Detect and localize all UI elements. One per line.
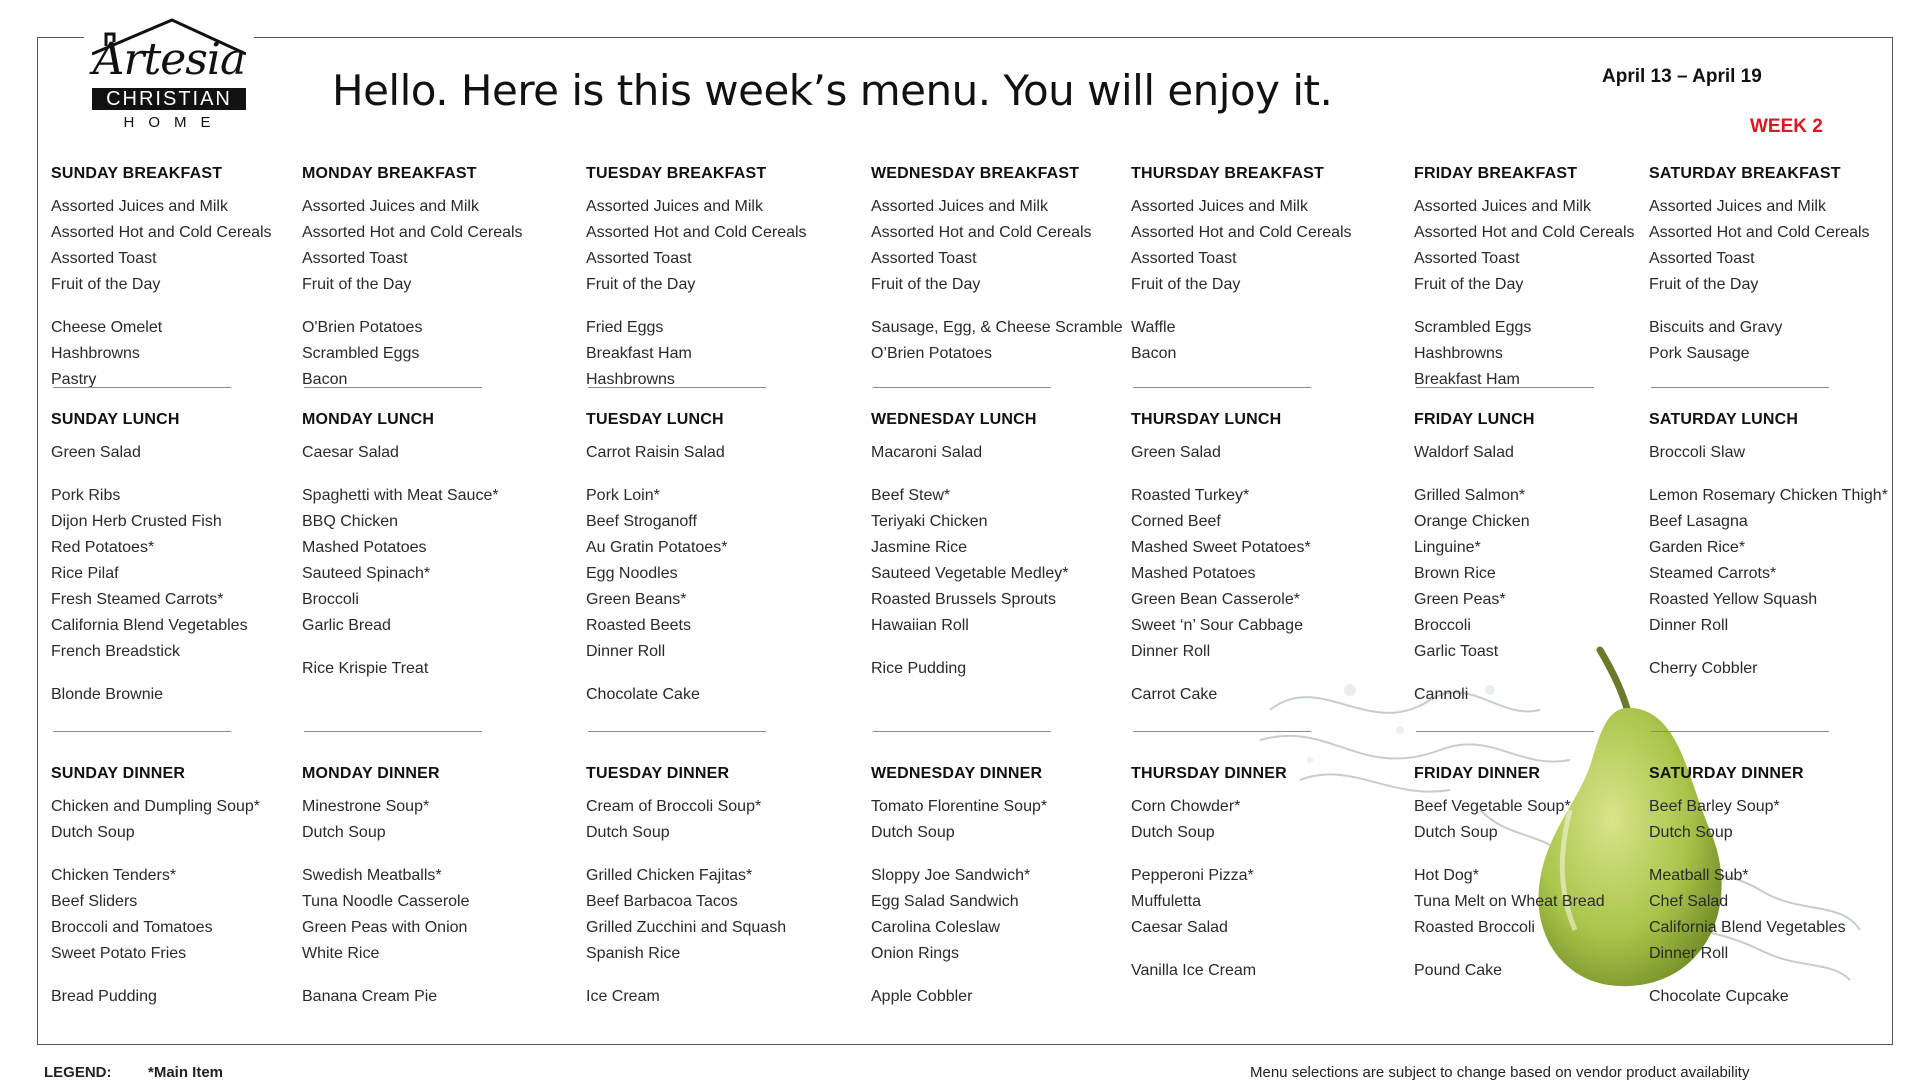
menu-item: Pork Ribs bbox=[51, 487, 121, 504]
menu-item: Garlic Bread bbox=[302, 617, 391, 634]
menu-item: Caesar Salad bbox=[302, 444, 399, 461]
menu-item: Beef Stew* bbox=[871, 487, 951, 504]
menu-item: Fruit of the Day bbox=[871, 276, 981, 293]
menu-item: Garden Rice* bbox=[1649, 539, 1746, 556]
menu-item: Dutch Soup bbox=[1414, 824, 1498, 841]
menu-item: Spanish Rice bbox=[586, 945, 681, 962]
thursday-lunch-section bbox=[1131, 408, 1414, 708]
menu-item: Teriyaki Chicken bbox=[871, 513, 988, 530]
menu-item: Sloppy Joe Sandwich* bbox=[871, 867, 1031, 884]
menu-item: Assorted Toast bbox=[51, 250, 157, 267]
menu-item: Roasted Brussels Sprouts bbox=[871, 591, 1056, 608]
sunday-dinner-section bbox=[51, 762, 301, 1010]
group-spacer bbox=[1131, 665, 1414, 682]
menu-item: Dutch Soup bbox=[586, 824, 670, 841]
menu-item: Hot Dog* bbox=[1414, 867, 1479, 884]
legend-key: *Main Item bbox=[148, 1064, 224, 1081]
meal-title: THURSDAY DINNER bbox=[1131, 765, 1287, 782]
group-spacer bbox=[51, 466, 301, 483]
menu-item: Minestrone Soup* bbox=[302, 798, 430, 815]
wednesday-breakfast-section bbox=[871, 162, 1131, 367]
menu-item: Pork Loin* bbox=[586, 487, 660, 504]
menu-item: Macaroni Salad bbox=[871, 444, 983, 461]
group-spacer bbox=[1414, 941, 1649, 958]
meal-title: MONDAY LUNCH bbox=[302, 411, 435, 428]
menu-item: Broccoli bbox=[1414, 617, 1471, 634]
menu-item: Assorted Toast bbox=[871, 250, 977, 267]
menu-item: Rice Pilaf bbox=[51, 565, 119, 582]
menu-item: Pound Cake bbox=[1414, 962, 1503, 979]
group-spacer bbox=[586, 665, 871, 682]
sunday-breakfast-section bbox=[51, 162, 301, 393]
menu-item: Sweet Potato Fries bbox=[51, 945, 187, 962]
menu-item: Pork Sausage bbox=[1649, 345, 1750, 362]
menu-item: Bacon bbox=[1131, 345, 1177, 362]
menu-item: Assorted Hot and Cold Cereals bbox=[1649, 224, 1870, 241]
menu-item: Green Beans* bbox=[586, 591, 687, 608]
group-spacer bbox=[51, 846, 301, 863]
menu-item: Assorted Juices and Milk bbox=[302, 198, 479, 215]
meal-title: SATURDAY BREAKFAST bbox=[1649, 165, 1841, 182]
menu-item: Dijon Herb Crusted Fish bbox=[51, 513, 222, 530]
section-divider bbox=[304, 731, 482, 732]
legend-label: LEGEND: bbox=[44, 1064, 112, 1081]
menu-item: Jasmine Rice bbox=[871, 539, 968, 556]
menu-item: Beef Sliders bbox=[51, 893, 138, 910]
menu-item: Cannoli bbox=[1414, 686, 1469, 703]
group-spacer bbox=[1414, 846, 1649, 863]
menu-item: Green Peas with Onion bbox=[302, 919, 468, 936]
menu-item: Tuna Melt on Wheat Bread bbox=[1414, 893, 1605, 910]
menu-item: Pepperoni Pizza* bbox=[1131, 867, 1254, 884]
menu-item: Fruit of the Day bbox=[1414, 276, 1524, 293]
menu-item: Pastry bbox=[51, 371, 97, 388]
group-spacer bbox=[1131, 466, 1414, 483]
menu-item: Assorted Juices and Milk bbox=[586, 198, 763, 215]
group-spacer bbox=[1414, 466, 1649, 483]
menu-item: Assorted Toast bbox=[302, 250, 408, 267]
menu-item: Orange Chicken bbox=[1414, 513, 1530, 530]
menu-item: Chocolate Cupcake bbox=[1649, 988, 1789, 1005]
menu-item: Caesar Salad bbox=[1131, 919, 1228, 936]
menu-item: Assorted Hot and Cold Cereals bbox=[1414, 224, 1635, 241]
menu-item: Beef Lasagna bbox=[1649, 513, 1748, 530]
menu-item: Dinner Roll bbox=[1131, 643, 1211, 660]
group-spacer bbox=[1649, 466, 1904, 483]
menu-item: Carrot Raisin Salad bbox=[586, 444, 725, 461]
menu-item: Beef Barley Soup* bbox=[1649, 798, 1780, 815]
menu-item: Tomato Florentine Soup* bbox=[871, 798, 1048, 815]
week-badge: WEEK 2 bbox=[1750, 116, 1823, 137]
menu-item: Egg Salad Sandwich bbox=[871, 893, 1019, 910]
section-divider bbox=[53, 387, 231, 388]
menu-item: Dinner Roll bbox=[1649, 945, 1729, 962]
group-spacer bbox=[1131, 298, 1414, 315]
meal-title: TUESDAY LUNCH bbox=[586, 411, 724, 428]
menu-item: Rice Krispie Treat bbox=[302, 660, 429, 677]
menu-item: Broccoli and Tomatoes bbox=[51, 919, 213, 936]
meal-title: WEDNESDAY BREAKFAST bbox=[871, 165, 1080, 182]
menu-item: Assorted Hot and Cold Cereals bbox=[871, 224, 1092, 241]
menu-item: Assorted Hot and Cold Cereals bbox=[302, 224, 523, 241]
menu-item: Grilled Chicken Fajitas* bbox=[586, 867, 753, 884]
menu-item: Green Bean Casserole* bbox=[1131, 591, 1300, 608]
meal-title: SUNDAY LUNCH bbox=[51, 411, 180, 428]
menu-item: Hashbrowns bbox=[51, 345, 140, 362]
menu-item: Roasted Yellow Squash bbox=[1649, 591, 1818, 608]
menu-item: Breakfast Ham bbox=[1414, 371, 1520, 388]
menu-item: Assorted Toast bbox=[1414, 250, 1520, 267]
group-spacer bbox=[586, 967, 871, 984]
menu-item: Assorted Hot and Cold Cereals bbox=[51, 224, 272, 241]
wednesday-dinner-section bbox=[871, 762, 1131, 1010]
menu-item: Fruit of the Day bbox=[1649, 276, 1759, 293]
menu-item: Green Salad bbox=[1131, 444, 1221, 461]
menu-item: Waldorf Salad bbox=[1414, 444, 1514, 461]
menu-item: Assorted Hot and Cold Cereals bbox=[586, 224, 807, 241]
group-spacer bbox=[302, 298, 586, 315]
menu-item: Assorted Juices and Milk bbox=[1414, 198, 1591, 215]
menu-item: Mashed Potatoes bbox=[302, 539, 427, 556]
menu-item: Scrambled Eggs bbox=[302, 345, 420, 362]
menu-item: Corned Beef bbox=[1131, 513, 1221, 530]
meal-title: FRIDAY BREAKFAST bbox=[1414, 165, 1578, 182]
menu-item: Roasted Broccoli bbox=[1414, 919, 1535, 936]
meal-title: FRIDAY DINNER bbox=[1414, 765, 1541, 782]
menu-item: Hashbrowns bbox=[586, 371, 675, 388]
menu-item: Assorted Juices and Milk bbox=[871, 198, 1048, 215]
group-spacer bbox=[302, 967, 586, 984]
menu-item: Chocolate Cake bbox=[586, 686, 700, 703]
tuesday-dinner-section bbox=[586, 762, 871, 1010]
menu-item: Bacon bbox=[302, 371, 348, 388]
disclaimer-text: Menu selections are subject to change based on vendor product availability bbox=[1250, 1064, 1750, 1081]
menu-item: Meatball Sub* bbox=[1649, 867, 1749, 884]
thursday-breakfast-section bbox=[1131, 162, 1414, 367]
menu-item: Egg Noodles bbox=[586, 565, 678, 582]
monday-breakfast-section bbox=[302, 162, 586, 393]
menu-item: Green Salad bbox=[51, 444, 141, 461]
section-divider bbox=[53, 731, 231, 732]
menu-item: Broccoli Slaw bbox=[1649, 444, 1746, 461]
group-spacer bbox=[871, 298, 1131, 315]
monday-dinner-section bbox=[302, 762, 586, 1010]
meal-title: THURSDAY BREAKFAST bbox=[1131, 165, 1324, 182]
meal-title: MONDAY DINNER bbox=[302, 765, 440, 782]
meal-title: FRIDAY LUNCH bbox=[1414, 411, 1535, 428]
section-divider bbox=[873, 387, 1051, 388]
group-spacer bbox=[1131, 941, 1414, 958]
saturday-dinner-section bbox=[1649, 762, 1904, 1010]
menu-item: Corn Chowder* bbox=[1131, 798, 1241, 815]
menu-item: Vanilla Ice Cream bbox=[1131, 962, 1257, 979]
menu-item: White Rice bbox=[302, 945, 380, 962]
friday-lunch-section bbox=[1414, 408, 1649, 708]
menu-item: Assorted Juices and Milk bbox=[1649, 198, 1826, 215]
group-spacer bbox=[51, 665, 301, 682]
saturday-lunch-section bbox=[1649, 408, 1904, 682]
menu-item: Breakfast Ham bbox=[586, 345, 692, 362]
menu-item: Roasted Beets bbox=[586, 617, 691, 634]
meal-title: SUNDAY BREAKFAST bbox=[51, 165, 223, 182]
group-spacer bbox=[1649, 639, 1904, 656]
menu-item: Carrot Cake bbox=[1131, 686, 1218, 703]
wednesday-lunch-section bbox=[871, 408, 1131, 682]
menu-item: Mashed Potatoes bbox=[1131, 565, 1256, 582]
group-spacer bbox=[51, 967, 301, 984]
section-divider bbox=[873, 731, 1051, 732]
section-divider bbox=[1416, 731, 1594, 732]
group-spacer bbox=[586, 846, 871, 863]
menu-item: Blonde Brownie bbox=[51, 686, 164, 703]
menu-item: Fresh Steamed Carrots* bbox=[51, 591, 224, 608]
group-spacer bbox=[1649, 298, 1904, 315]
logo-band-text: CHRISTIAN bbox=[92, 88, 246, 110]
menu-item: Sauteed Vegetable Medley* bbox=[871, 565, 1069, 582]
group-spacer bbox=[302, 846, 586, 863]
friday-dinner-section bbox=[1414, 762, 1649, 984]
menu-item: Chef Salad bbox=[1649, 893, 1729, 910]
logo-home-text: HOME bbox=[123, 114, 225, 131]
friday-breakfast-section bbox=[1414, 162, 1649, 393]
menu-item: Muffuletta bbox=[1131, 893, 1201, 910]
menu-item: Tuna Noodle Casserole bbox=[302, 893, 470, 910]
menu-item: Hashbrowns bbox=[1414, 345, 1503, 362]
group-spacer bbox=[51, 298, 301, 315]
meal-title: TUESDAY DINNER bbox=[586, 765, 730, 782]
tuesday-lunch-section bbox=[586, 408, 871, 708]
menu-item: Swedish Meatballs* bbox=[302, 867, 442, 884]
menu-item: Fruit of the Day bbox=[586, 276, 696, 293]
menu-item: Steamed Carrots* bbox=[1649, 565, 1777, 582]
menu-item: Dutch Soup bbox=[1649, 824, 1733, 841]
meal-title: TUESDAY BREAKFAST bbox=[586, 165, 767, 182]
saturday-breakfast-section bbox=[1649, 162, 1904, 367]
menu-item: Au Gratin Potatoes* bbox=[586, 539, 728, 556]
menu-item: California Blend Vegetables bbox=[1649, 919, 1846, 936]
menu-item: Ice Cream bbox=[586, 988, 660, 1005]
thursday-dinner-section bbox=[1131, 762, 1414, 984]
menu-item: Brown Rice bbox=[1414, 565, 1496, 582]
menu-item: Dutch Soup bbox=[871, 824, 955, 841]
menu-item: Assorted Hot and Cold Cereals bbox=[1131, 224, 1352, 241]
menu-item: Onion Rings bbox=[871, 945, 960, 962]
meal-title: WEDNESDAY LUNCH bbox=[871, 411, 1037, 428]
section-divider bbox=[588, 387, 766, 388]
group-spacer bbox=[302, 639, 586, 656]
menu-item: Fruit of the Day bbox=[1131, 276, 1241, 293]
section-divider bbox=[1651, 387, 1829, 388]
menu-item: Sauteed Spinach* bbox=[302, 565, 431, 582]
section-divider bbox=[304, 387, 482, 388]
menu-item: Dutch Soup bbox=[302, 824, 386, 841]
menu-item: Rice Pudding bbox=[871, 660, 967, 677]
menu-item: Chicken Tenders* bbox=[51, 867, 177, 884]
menu-item: Waffle bbox=[1131, 319, 1176, 336]
menu-item: Bread Pudding bbox=[51, 988, 157, 1005]
menu-item: Linguine* bbox=[1414, 539, 1481, 556]
menu-item: California Blend Vegetables bbox=[51, 617, 248, 634]
tuesday-breakfast-section bbox=[586, 162, 871, 393]
menu-item: Assorted Juices and Milk bbox=[51, 198, 228, 215]
menu-item: O'Brien Potatoes bbox=[302, 319, 423, 336]
menu-item: Fruit of the Day bbox=[302, 276, 412, 293]
menu-item: Carolina Coleslaw bbox=[871, 919, 1000, 936]
menu-item: Lemon Rosemary Chicken Thigh* bbox=[1649, 487, 1888, 504]
menu-item: Banana Cream Pie bbox=[302, 988, 438, 1005]
menu-item: Fruit of the Day bbox=[51, 276, 161, 293]
menu-item: Hawaiian Roll bbox=[871, 617, 969, 634]
menu-item: Green Peas* bbox=[1414, 591, 1506, 608]
menu-item: Beef Vegetable Soup* bbox=[1414, 798, 1571, 815]
menu-item: Assorted Toast bbox=[586, 250, 692, 267]
group-spacer bbox=[1649, 967, 1904, 984]
menu-item: Dinner Roll bbox=[586, 643, 666, 660]
menu-item: Scrambled Eggs bbox=[1414, 319, 1532, 336]
menu-item: Assorted Juices and Milk bbox=[1131, 198, 1308, 215]
menu-item: Grilled Salmon* bbox=[1414, 487, 1526, 504]
section-divider bbox=[1651, 731, 1829, 732]
menu-item: Biscuits and Gravy bbox=[1649, 319, 1783, 336]
menu-item: Roasted Turkey* bbox=[1131, 487, 1250, 504]
menu-item: Mashed Sweet Potatoes* bbox=[1131, 539, 1311, 556]
menu-item: Dutch Soup bbox=[1131, 824, 1215, 841]
menu-item: Assorted Toast bbox=[1649, 250, 1755, 267]
group-spacer bbox=[1414, 298, 1649, 315]
menu-item: Chicken and Dumpling Soup* bbox=[51, 798, 261, 815]
menu-item: Assorted Toast bbox=[1131, 250, 1237, 267]
menu-item: Grilled Zucchini and Squash bbox=[586, 919, 787, 936]
menu-item: Sweet ‘n’ Sour Cabbage bbox=[1131, 617, 1303, 634]
menu-item: Dinner Roll bbox=[1649, 617, 1729, 634]
group-spacer bbox=[586, 298, 871, 315]
meal-title: WEDNESDAY DINNER bbox=[871, 765, 1043, 782]
menu-item: Apple Cobbler bbox=[871, 988, 973, 1005]
menu-item: Beef Stroganoff bbox=[586, 513, 697, 530]
date-range: April 13 – April 19 bbox=[1602, 66, 1762, 87]
menu-item: French Breadstick bbox=[51, 643, 180, 660]
menu-item: Spaghetti with Meat Sauce* bbox=[302, 487, 499, 504]
group-spacer bbox=[586, 466, 871, 483]
artesia-logo bbox=[84, 12, 254, 136]
sunday-lunch-section bbox=[51, 408, 301, 708]
group-spacer bbox=[871, 846, 1131, 863]
logo-script-text: Artesia bbox=[92, 34, 246, 85]
group-spacer bbox=[1131, 846, 1414, 863]
meal-title: MONDAY BREAKFAST bbox=[302, 165, 477, 182]
section-divider bbox=[1416, 387, 1594, 388]
menu-item: Garlic Toast bbox=[1414, 643, 1499, 660]
group-spacer bbox=[871, 639, 1131, 656]
menu-item: Broccoli bbox=[302, 591, 359, 608]
menu-item: Sausage, Egg, & Cheese Scramble bbox=[871, 319, 1123, 336]
section-divider bbox=[588, 731, 766, 732]
group-spacer bbox=[871, 466, 1131, 483]
menu-item: Cheese Omelet bbox=[51, 319, 163, 336]
menu-item: Cherry Cobbler bbox=[1649, 660, 1758, 677]
section-divider bbox=[1133, 387, 1311, 388]
group-spacer bbox=[871, 967, 1131, 984]
menu-item: Beef Barbacoa Tacos bbox=[586, 893, 738, 910]
page-title: Hello. Here is this week’s menu. You will enjoy it. bbox=[332, 66, 1333, 115]
group-spacer bbox=[1649, 846, 1904, 863]
meal-title: THURSDAY LUNCH bbox=[1131, 411, 1282, 428]
menu-item: Cream of Broccoli Soup* bbox=[586, 798, 762, 815]
section-divider bbox=[1133, 731, 1311, 732]
meal-title: SUNDAY DINNER bbox=[51, 765, 186, 782]
menu-item: O’Brien Potatoes bbox=[871, 345, 992, 362]
menu-item: Dutch Soup bbox=[51, 824, 135, 841]
meal-title: SATURDAY DINNER bbox=[1649, 765, 1804, 782]
monday-lunch-section bbox=[302, 408, 586, 682]
menu-item: Fried Eggs bbox=[586, 319, 664, 336]
group-spacer bbox=[1414, 665, 1649, 682]
menu-item: Red Potatoes* bbox=[51, 539, 155, 556]
menu-item: BBQ Chicken bbox=[302, 513, 399, 530]
meal-title: SATURDAY LUNCH bbox=[1649, 411, 1799, 428]
group-spacer bbox=[302, 466, 586, 483]
